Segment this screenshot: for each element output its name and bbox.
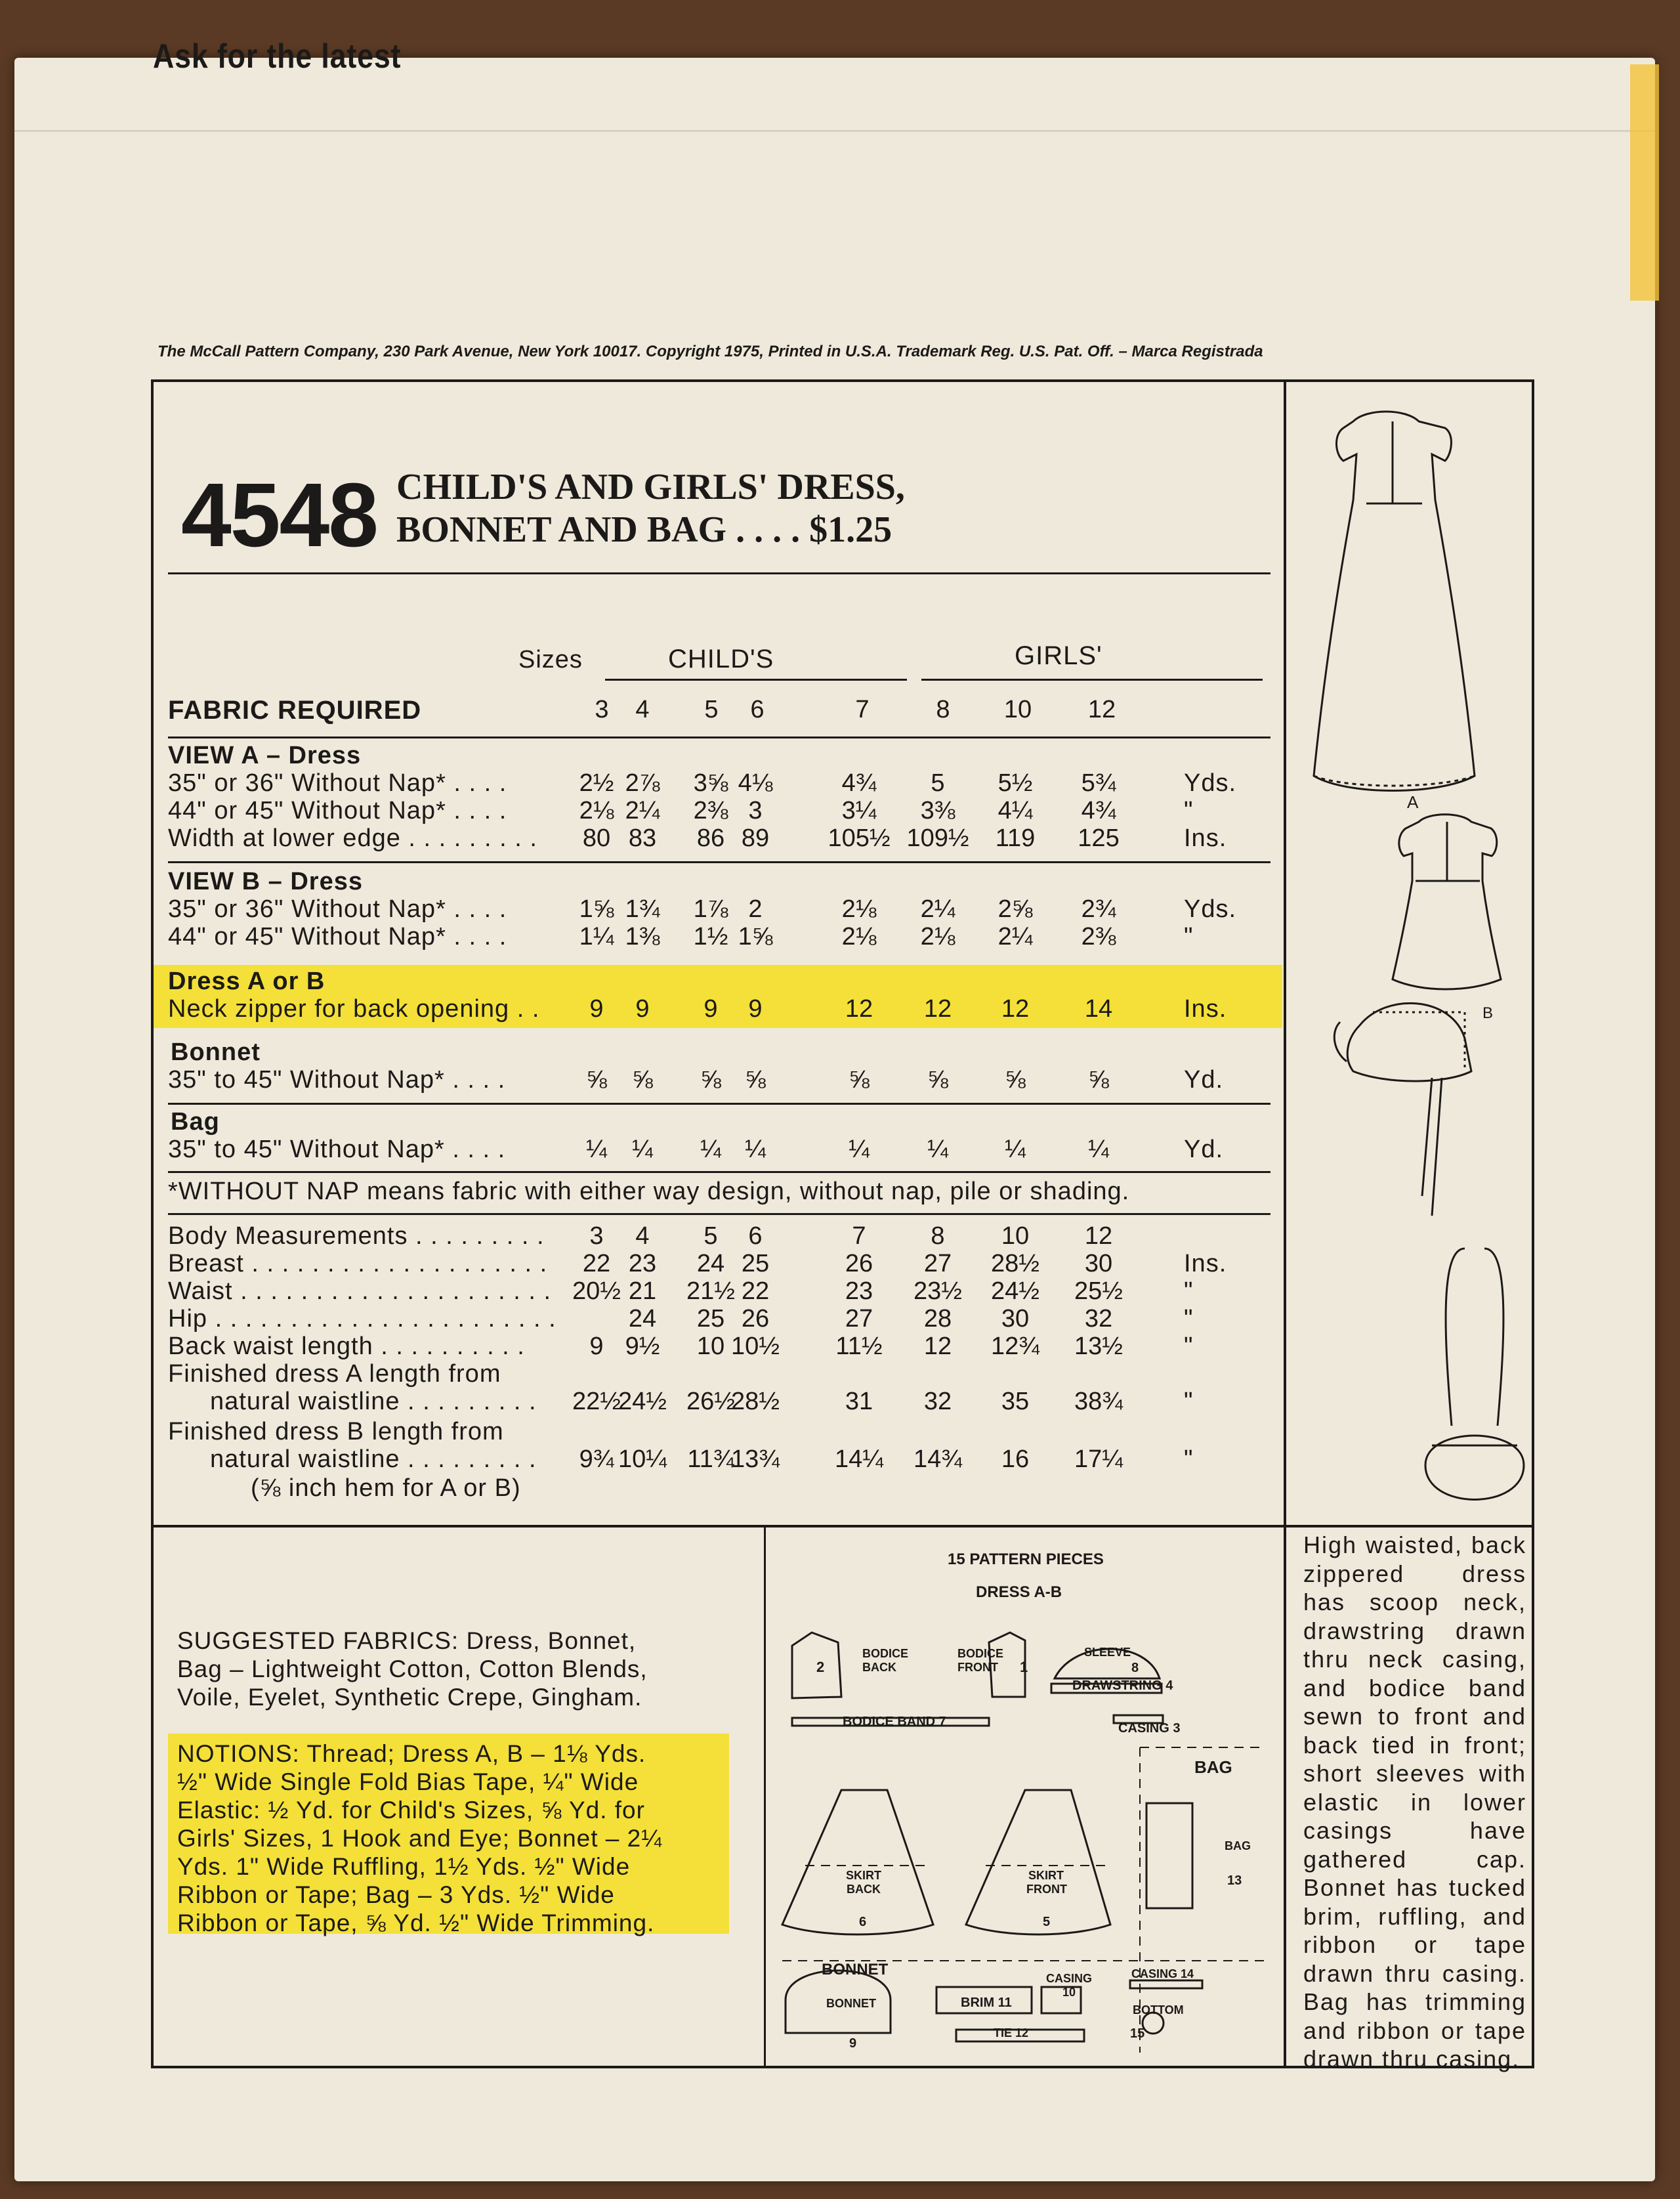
- bag-piece: [1146, 1803, 1192, 1908]
- view-b-row-value: 2¼: [998, 923, 1033, 950]
- view-a-row-value: 3¼: [841, 797, 877, 824]
- finished-a-value: 38¾: [1074, 1388, 1123, 1415]
- nap-note: *WITHOUT NAP means fabric with either way design, without nap, pile or shading.: [168, 1178, 1130, 1205]
- view-a-row-value: 2⅛: [579, 797, 614, 824]
- bag-row-value: ¼: [745, 1136, 766, 1163]
- bonnet-row-value: ⅝: [700, 1066, 721, 1094]
- view-a-row-value: 2½: [579, 769, 614, 797]
- body-row-value: 24: [696, 1250, 725, 1277]
- view-b-row-label: 44" or 45" Without Nap* . . . .: [168, 923, 507, 950]
- size-column-header: 7: [855, 696, 870, 723]
- rule: [921, 679, 1263, 681]
- body-header-label: Body Measurements . . . . . . . . .: [168, 1222, 545, 1250]
- bag-illustration: [1425, 1249, 1524, 1500]
- bag-piece-label: BAG: [1225, 1839, 1251, 1852]
- skirt-back-label: SKIRT BACK: [846, 1869, 881, 1896]
- rule: [168, 1171, 1270, 1173]
- hem-note: (⅝ inch hem for A or B): [251, 1474, 521, 1502]
- bonnet-piece-label: BONNET: [826, 1997, 876, 2010]
- view-a-label: A: [1407, 792, 1419, 812]
- view-a-row-value: 105½: [828, 824, 891, 852]
- bonnet-heading: BONNET: [822, 1961, 889, 1978]
- finished-b-value: 11¾: [687, 1445, 734, 1473]
- view-b-row-value: 2¾: [1081, 895, 1116, 923]
- body-row-unit: Ins.: [1184, 1250, 1227, 1277]
- view-b-row-value: 2⅝: [998, 895, 1033, 923]
- finished-b-value: 14¾: [914, 1445, 962, 1473]
- view-b-row-value: 1⅝: [738, 923, 773, 950]
- body-row-unit: ": [1184, 1333, 1194, 1360]
- body-row-unit: ": [1184, 1305, 1194, 1333]
- view-b-row-value: 1¾: [625, 895, 660, 923]
- publisher-line: The McCall Pattern Company, 230 Park Avenue, New York 10017. Copyright 1975, Printed in U.S.A. Trademark Reg. U.S. Pat. Off. – Marca Registrada: [158, 343, 1263, 360]
- bodice-front-label: BODICE FRONT: [957, 1647, 1004, 1674]
- body-row-value: 9: [589, 1333, 604, 1360]
- bag-row-value: ¼: [586, 1136, 607, 1163]
- bag-row-label: 35" to 45" Without Nap* . . . .: [168, 1136, 506, 1163]
- girls-heading: GIRLS': [1015, 641, 1102, 670]
- zipper-row-value: 9: [748, 995, 763, 1023]
- finished-a-value: 31: [845, 1388, 873, 1415]
- bonnet-row-value: ⅝: [927, 1066, 948, 1094]
- bonnet-row-value: ⅝: [1005, 1066, 1026, 1094]
- garment-illustrations: [1288, 395, 1530, 1511]
- bonnet-row-value: ⅝: [745, 1066, 766, 1094]
- finished-a-value: 22½: [572, 1388, 621, 1415]
- view-b-row-value: 1⅜: [625, 923, 660, 950]
- bodice-back-label: BODICE BACK: [862, 1647, 909, 1674]
- body-row-value: 30: [1001, 1305, 1030, 1333]
- sleeve-number: 8: [1131, 1661, 1139, 1675]
- skirt-front-label: SKIRT FRONT: [1026, 1869, 1067, 1896]
- skirt-back-number: 6: [859, 1915, 867, 1929]
- finished-a-line1: Finished dress A length from: [168, 1360, 501, 1388]
- size-column-header: 8: [936, 696, 950, 723]
- body-row-value: 24½: [991, 1277, 1040, 1305]
- pattern-info-box: [151, 379, 1534, 2072]
- view-a-row-value: 83: [628, 824, 657, 852]
- body-header-value: 8: [931, 1222, 945, 1250]
- zipper-row-value: 9: [704, 995, 718, 1023]
- view-a-row-value: 86: [696, 824, 725, 852]
- bonnet-piece-number: 9: [849, 2036, 857, 2051]
- view-a-heading: VIEW A – Dress: [168, 742, 362, 769]
- body-header-value: 12: [1084, 1222, 1113, 1250]
- bonnet-illustration: [1334, 1003, 1471, 1216]
- bonnet-row-value: ⅝: [849, 1066, 870, 1094]
- yellow-tape: [1630, 64, 1659, 301]
- finished-b-value: 13¾: [731, 1445, 780, 1473]
- view-a-row-label: 44" or 45" Without Nap* . . . .: [168, 797, 507, 824]
- drawstring-label: DRAWSTRING 4: [1072, 1678, 1173, 1693]
- view-a-row-value: 5¾: [1081, 769, 1116, 797]
- body-row-value: 23: [628, 1250, 657, 1277]
- body-row-value: 12: [923, 1333, 952, 1360]
- body-row-value: 25: [696, 1305, 725, 1333]
- ask-stamp: Ask for the latest: [153, 37, 402, 75]
- bodice-back-number: 2: [816, 1659, 825, 1675]
- finished-b-value: 17¼: [1074, 1445, 1123, 1473]
- right-column-divider: [1284, 382, 1286, 2066]
- view-b-row-value: 2⅛: [841, 895, 877, 923]
- finished-b-value: 14¼: [835, 1445, 883, 1473]
- view-b-row-value: 2⅛: [841, 923, 877, 950]
- bag-heading: Bag: [171, 1108, 220, 1136]
- body-row-value: 25½: [1074, 1277, 1123, 1305]
- view-a-row-label: Width at lower edge . . . . . . . . .: [168, 824, 537, 852]
- rule: [168, 1103, 1270, 1105]
- pieces-dress-label: DRESS A-B: [976, 1583, 1062, 1601]
- body-row-value: 26: [845, 1250, 873, 1277]
- bonnet-row-unit: Yd.: [1184, 1066, 1224, 1094]
- finished-a-value: 28½: [731, 1388, 780, 1415]
- sleeve-label: SLEEVE: [1084, 1646, 1131, 1659]
- bag-row-value: ¼: [632, 1136, 653, 1163]
- view-a-row-value: 5½: [998, 769, 1033, 797]
- finished-a-value: 24½: [618, 1388, 667, 1415]
- body-row-value: 10½: [731, 1333, 780, 1360]
- rule: [605, 679, 907, 681]
- finished-a-value: 26½: [686, 1388, 735, 1415]
- pattern-title-line2: BONNET AND BAG . . . . $1.25: [396, 509, 892, 550]
- view-a-row-value: 89: [741, 824, 770, 852]
- bag-row-value: ¼: [700, 1136, 721, 1163]
- notions-line: Elastic: ½ Yd. for Child's Sizes, ⅝ Yd. for: [177, 1797, 645, 1824]
- view-a-row-value: 4¾: [841, 769, 877, 797]
- size-column-header: 5: [704, 696, 719, 723]
- view-a-row-value: 4¼: [998, 797, 1033, 824]
- body-row-value: 22: [582, 1250, 611, 1277]
- pattern-pieces-diagram: [766, 1527, 1283, 2064]
- zipper-row-value: 14: [1084, 995, 1113, 1023]
- view-a-row-value: 119: [995, 824, 1036, 852]
- view-b-row-value: 2: [748, 895, 763, 923]
- zipper-row-label: Neck zipper for back opening . .: [168, 995, 540, 1023]
- bag-row-unit: Yd.: [1184, 1136, 1224, 1163]
- view-b-row-unit: Yds.: [1184, 895, 1237, 923]
- size-column-header: 6: [750, 696, 765, 723]
- skirt-front-number: 5: [1043, 1915, 1051, 1929]
- view-a-row-value: 109½: [906, 824, 969, 852]
- zipper-row-unit: Ins.: [1184, 995, 1227, 1023]
- body-header-value: 6: [748, 1222, 763, 1250]
- view-b-row-unit: ": [1184, 923, 1194, 950]
- view-a-row-value: 80: [582, 824, 611, 852]
- body-row-label: Back waist length . . . . . . . . . .: [168, 1333, 525, 1360]
- notions-line: ½" Wide Single Fold Bias Tape, ¼" Wide: [177, 1768, 639, 1795]
- casing14-label: CASING 14: [1131, 1967, 1194, 1980]
- suggested-fabrics: [177, 1627, 648, 1711]
- body-row-label: Breast . . . . . . . . . . . . . . . . . . . .: [168, 1250, 548, 1277]
- zipper-row-value: 9: [635, 995, 650, 1023]
- view-a-row-value: 2⅞: [625, 769, 660, 797]
- bag-row-value: ¼: [849, 1136, 870, 1163]
- pattern-number: 4548: [181, 465, 377, 566]
- view-a-row-unit: Ins.: [1184, 824, 1227, 852]
- bag-row-value: ¼: [1088, 1136, 1109, 1163]
- finished-b-line2: natural waistline . . . . . . . . .: [210, 1445, 537, 1473]
- view-b-row-value: 2⅜: [1081, 923, 1116, 950]
- view-a-row-unit: ": [1184, 797, 1194, 824]
- view-b-heading: VIEW B – Dress: [168, 868, 363, 895]
- body-row-label: Hip . . . . . . . . . . . . . . . . . . . . . . .: [168, 1305, 556, 1333]
- casing14-piece: [1130, 1980, 1202, 1988]
- notions-line: Yds. 1" Wide Ruffling, 1½ Yds. ½" Wide: [177, 1853, 631, 1880]
- view-b-label: B: [1482, 1004, 1494, 1022]
- notions-line: NOTIONS: Thread; Dress A, B – 1⅛ Yds.: [177, 1740, 646, 1767]
- bonnet-row-value: ⅝: [1088, 1066, 1109, 1094]
- body-row-label: Waist . . . . . . . . . . . . . . . . . . . . .: [168, 1277, 552, 1305]
- casing3-label: CASING 3: [1118, 1721, 1181, 1736]
- body-row-value: 27: [845, 1305, 873, 1333]
- finished-b-value: 16: [1001, 1445, 1030, 1473]
- view-a-row-value: 4¾: [1081, 797, 1116, 824]
- finished-a-value: 32: [923, 1388, 952, 1415]
- pattern-title-line1: CHILD'S AND GIRLS' DRESS,: [396, 467, 905, 507]
- bonnet-row-label: 35" to 45" Without Nap* . . . .: [168, 1066, 506, 1094]
- sizes-label: Sizes: [518, 646, 583, 673]
- body-row-value: 10: [696, 1333, 725, 1360]
- casing10-label: CASING 10: [1046, 1972, 1093, 1999]
- view-b-row-label: 35" or 36" Without Nap* . . . .: [168, 895, 507, 923]
- notions: [177, 1740, 662, 1937]
- bodice-band-label: BODICE BAND 7: [843, 1715, 946, 1729]
- body-header-value: 3: [589, 1222, 604, 1250]
- view-a-row-value: 3⅝: [693, 769, 728, 797]
- bag-row-value: ¼: [927, 1136, 948, 1163]
- body-row-value: 25: [741, 1250, 770, 1277]
- finished-b-value: 10¼: [618, 1445, 667, 1473]
- bag-heading: BAG: [1194, 1757, 1232, 1777]
- pieces-title: 15 PATTERN PIECES: [948, 1550, 1104, 1568]
- suggested-line: Voile, Eyelet, Synthetic Crepe, Gingham.: [177, 1684, 642, 1711]
- size-column-header: 4: [635, 696, 650, 723]
- bag-piece-number: 13: [1227, 1873, 1242, 1888]
- body-row-value: 9½: [625, 1333, 660, 1360]
- view-a-row-value: 3⅜: [920, 797, 956, 824]
- view-b-row-value: 1¼: [579, 923, 614, 950]
- view-a-row-value: 125: [1078, 824, 1120, 852]
- skirt-front-piece: [966, 1790, 1110, 1934]
- notions-line: Ribbon or Tape, ⅝ Yd. ½" Wide Trimming.: [177, 1910, 655, 1936]
- body-row-value: 26: [741, 1305, 770, 1333]
- body-header-value: 7: [852, 1222, 866, 1250]
- size-column-header: 12: [1087, 696, 1116, 723]
- view-a-row-value: 3: [748, 797, 763, 824]
- bag-row-value: ¼: [1005, 1136, 1026, 1163]
- body-header-value: 5: [704, 1222, 718, 1250]
- body-row-value: 28½: [991, 1250, 1040, 1277]
- size-column-header: 3: [595, 696, 609, 723]
- finished-a-line2: natural waistline . . . . . . . . .: [210, 1388, 537, 1415]
- zipper-row-value: 9: [589, 995, 604, 1023]
- pattern-description: High waisted, back zippered dress has scoop neck, drawstring drawn thru neck casing, and bodice band sewn to front and back tied in front; short sleeves with elastic in lower casings have gathered cap. Bonnet has tucked brim, ruffling, and ribbon or tape drawn thru casing. Bag has trimming and ribbon or tape drawn thru casing.: [1303, 1531, 1526, 2072]
- childs-heading: CHILD'S: [668, 645, 774, 673]
- dress-ab-heading: Dress A or B: [168, 968, 326, 995]
- fabric-required-heading: FABRIC REQUIRED: [168, 696, 422, 725]
- finished-b-unit: ": [1184, 1445, 1194, 1473]
- zipper-row-value: 12: [845, 995, 873, 1023]
- view-a-row-unit: Yds.: [1184, 769, 1237, 797]
- finished-b-value: 9¾: [579, 1445, 614, 1473]
- finished-a-unit: ": [1184, 1388, 1194, 1415]
- body-row-value: 30: [1084, 1250, 1113, 1277]
- skirt-back-piece: [782, 1790, 933, 1934]
- body-row-value: 32: [1084, 1305, 1113, 1333]
- bottom-number: 15: [1130, 2026, 1145, 2041]
- view-b-row-value: 2¼: [920, 895, 956, 923]
- view-a-row-label: 35" or 36" Without Nap* . . . .: [168, 769, 507, 797]
- finished-a-value: 35: [1001, 1388, 1030, 1415]
- view-a-row-value: 4⅛: [738, 769, 773, 797]
- view-a-row-value: 5: [931, 769, 945, 797]
- bonnet-row-value: ⅝: [632, 1066, 653, 1094]
- view-b-row-value: 1½: [693, 923, 728, 950]
- body-row-value: 23: [845, 1277, 873, 1305]
- body-row-value: 21½: [686, 1277, 735, 1305]
- finished-b-line1: Finished dress B length from: [168, 1418, 504, 1445]
- body-row-value: 12¾: [991, 1333, 1040, 1360]
- body-row-value: 13½: [1074, 1333, 1123, 1360]
- notions-line: Girls' Sizes, 1 Hook and Eye; Bonnet – 2¼: [177, 1825, 663, 1852]
- bonnet-row-value: ⅝: [586, 1066, 607, 1094]
- bottom-label: BOTTOM: [1133, 2003, 1184, 2017]
- suggested-line: Bag – Lightweight Cotton, Cotton Blends,: [177, 1655, 648, 1682]
- rule: [168, 572, 1270, 574]
- tie-label: TIE 12: [994, 2026, 1029, 2039]
- zipper-row-value: 12: [923, 995, 952, 1023]
- brim-label: BRIM 11: [961, 1996, 1012, 2010]
- body-row-value: 27: [923, 1250, 952, 1277]
- rule: [168, 861, 1270, 863]
- zipper-row-value: 12: [1001, 995, 1030, 1023]
- body-row-value: 20½: [572, 1277, 621, 1305]
- suggested-line: SUGGESTED FABRICS: Dress, Bonnet,: [177, 1627, 637, 1654]
- rule: [168, 737, 1270, 738]
- body-row-value: 28: [923, 1305, 952, 1333]
- body-row-value: 24: [628, 1305, 657, 1333]
- body-header-value: 10: [1001, 1222, 1030, 1250]
- body-row-value: 23½: [914, 1277, 962, 1305]
- dress-a-illustration: [1314, 412, 1475, 791]
- body-row-value: 21: [628, 1277, 657, 1305]
- bodice-front-number: 1: [1020, 1659, 1028, 1675]
- view-a-row-value: 2⅜: [693, 797, 728, 824]
- body-row-unit: ": [1184, 1277, 1194, 1305]
- rule: [168, 1213, 1270, 1215]
- size-column-header: 10: [1003, 696, 1032, 723]
- dress-b-illustration: [1393, 815, 1501, 989]
- view-b-row-value: 1⅞: [693, 895, 728, 923]
- body-row-value: 11½: [835, 1333, 883, 1360]
- body-header-value: 4: [635, 1222, 650, 1250]
- body-row-value: 22: [741, 1277, 770, 1305]
- notions-line: Ribbon or Tape; Bag – 3 Yds. ½" Wide: [177, 1881, 615, 1908]
- view-a-row-value: 2¼: [625, 797, 660, 824]
- view-b-row-value: 2⅛: [920, 923, 956, 950]
- view-b-row-value: 1⅝: [579, 895, 614, 923]
- bonnet-heading: Bonnet: [171, 1038, 261, 1066]
